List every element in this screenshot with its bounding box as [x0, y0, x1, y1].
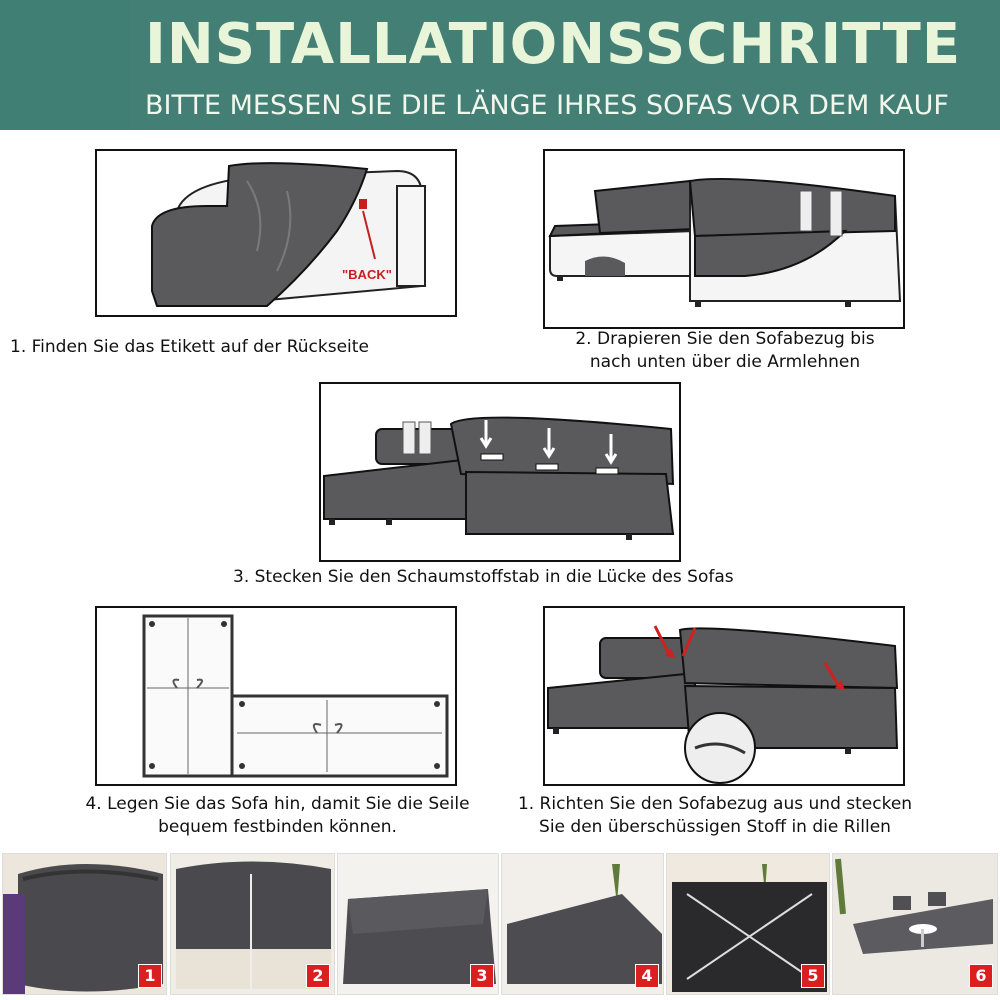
step-5-caption [490, 793, 940, 839]
photo-number-badge: 3 [470, 964, 494, 988]
step-4-caption-line-1: 4. Legen Sie das Sofa hin, damit Sie die Seile [85, 794, 470, 814]
photo-step-4 [501, 853, 664, 995]
photo-step-3 [337, 853, 499, 995]
step-1-caption: 1. Finden Sie das Etikett auf der Rückseite [10, 337, 369, 357]
step-2-caption-line-2: nach unten über die Armlehnen [589, 352, 861, 372]
step-4-caption-line-2: bequem festbinden können. [158, 817, 397, 837]
photo-step-1 [2, 853, 167, 995]
page-title: INSTALLATIONSSCHRITTE [145, 12, 962, 77]
step-5-caption-line-2: Sie den überschüssigen Stoff in die Rillen [539, 817, 891, 837]
photo-number-badge: 4 [635, 964, 659, 988]
photo-number-badge: 5 [801, 964, 825, 988]
step-2-illustration [543, 149, 905, 329]
step-1-illustration [95, 149, 457, 317]
header-banner [0, 0, 1000, 130]
back-tag-label: "BACK" [342, 267, 392, 282]
step-2-caption-line-1: 2. Drapieren Sie den Sofabezug bis [575, 329, 875, 349]
page-subtitle: BITTE MESSEN SIE DIE LÄNGE IHRES SOFAS VOR DEM KAUF [145, 90, 949, 121]
step-2-caption [520, 328, 930, 374]
photo-step-2 [170, 853, 335, 995]
photo-step-5 [666, 853, 830, 995]
photo-step-6 [832, 853, 998, 995]
step-3-caption: 3. Stecken Sie den Schaumstoffstab in die Lücke des Sofas [233, 567, 734, 587]
step-5-caption-line-1: 1. Richten Sie den Sofabezug aus und stecken [517, 794, 913, 814]
step-3-illustration [319, 382, 681, 562]
step-5-illustration [543, 606, 905, 786]
step-4-caption [55, 793, 500, 839]
step-4-illustration [95, 606, 457, 786]
photo-number-badge: 2 [306, 964, 330, 988]
photo-number-badge: 1 [138, 964, 162, 988]
photo-number-badge: 6 [969, 964, 993, 988]
